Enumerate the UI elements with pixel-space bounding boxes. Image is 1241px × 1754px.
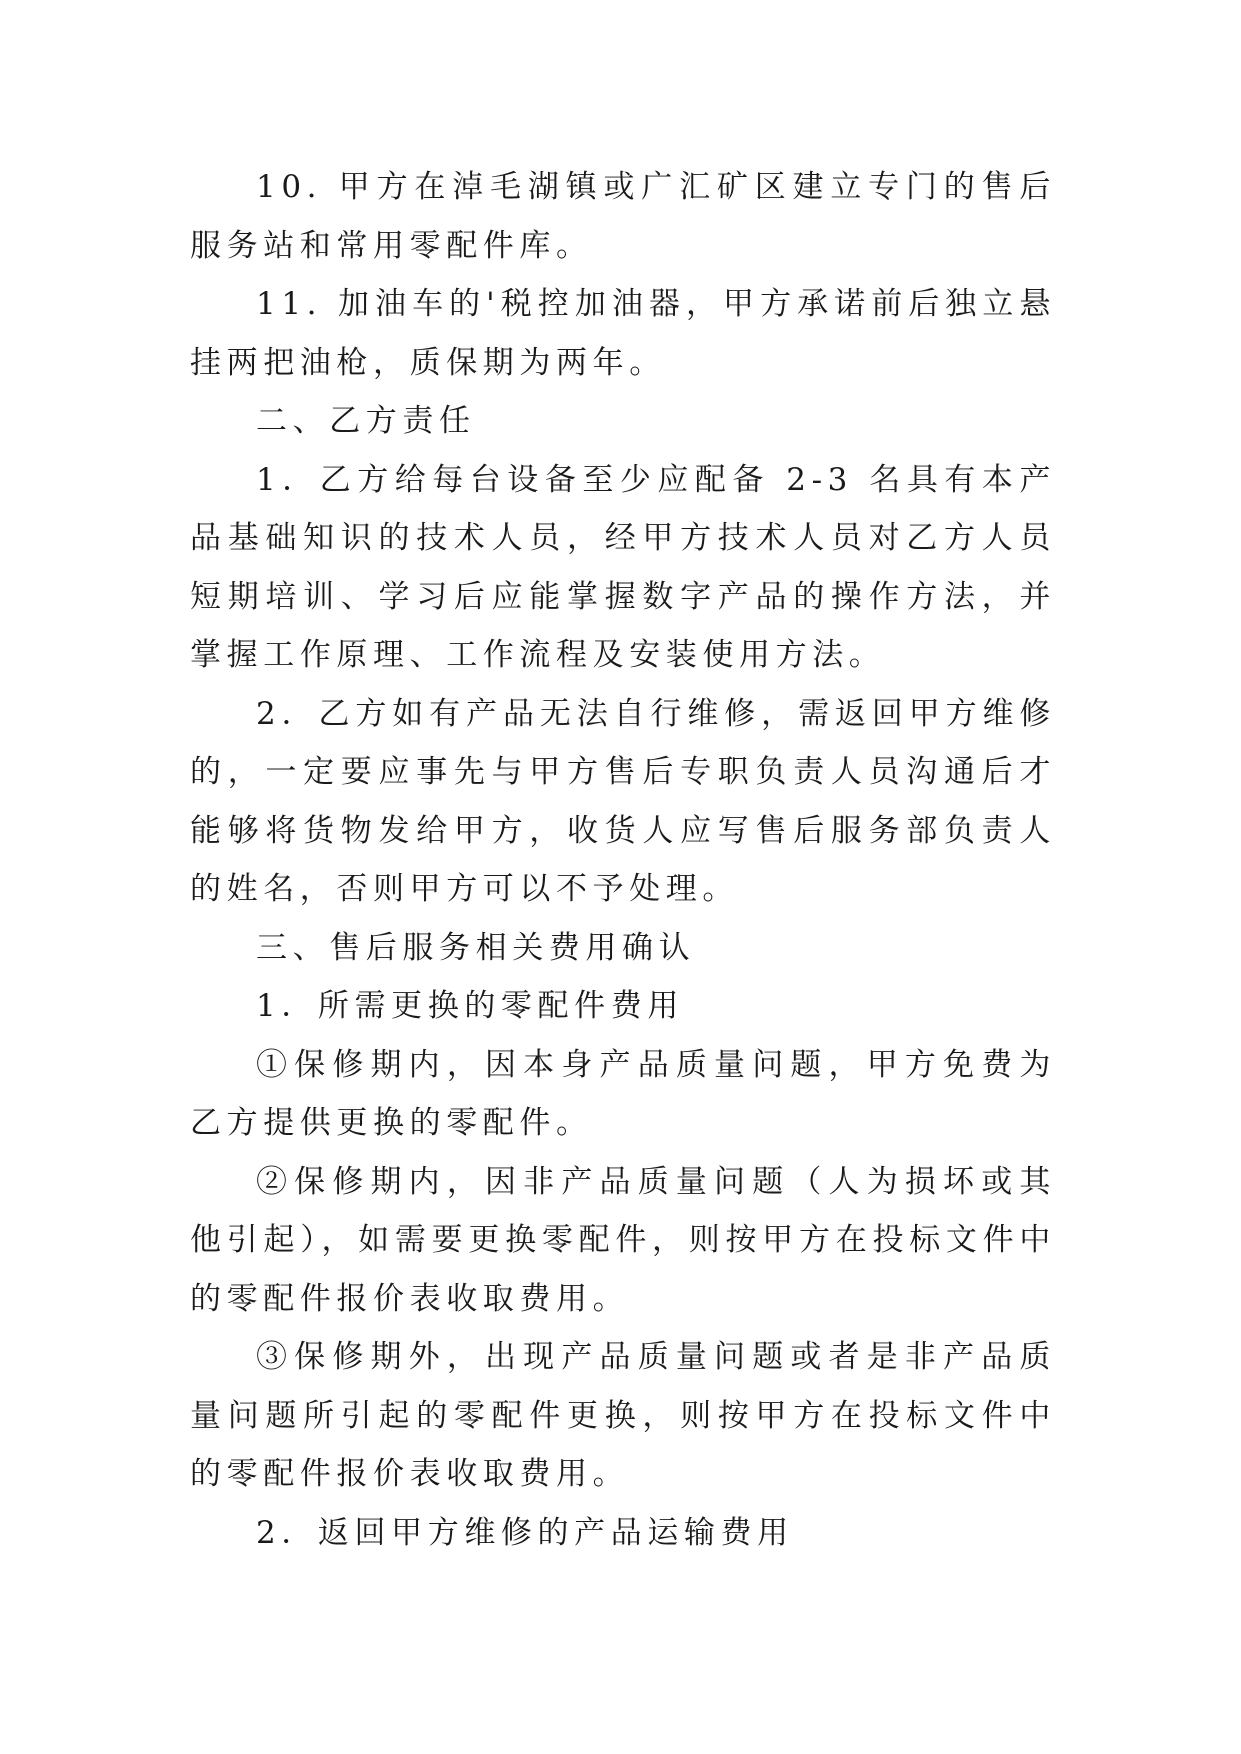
paragraph-fees-2: 2．返回甲方维修的产品运输费用 (256, 1514, 794, 1551)
paragraph-item-11: 11. 加油车的'税控加油器，甲方承诺前后独立悬挂两把油枪，质保期为两年。 (190, 286, 1056, 381)
section-heading-fees: 三、售后服务相关费用确认 (256, 929, 696, 966)
paragraph-fees-1-a: ①保修期内，因本身产品质量问题，甲方免费为乙方提供更换的零配件。 (190, 1046, 1056, 1141)
paragraph-party-b-1: 1．乙方给每台设备至少应配备 2-3 名具有本产品基础知识的技术人员，经甲方技术人员对乙方人员短期培训、学习后应能掌握数字产品的操作方法，并掌握工作原理、工作流程及安装使用方法。 (190, 461, 1056, 673)
paragraph-fees-1-c: ③保修期外，出现产品质量问题或者是非产品质量问题所引起的零配件更换，则按甲方在投标文件中的零配件报价表收取费用。 (190, 1339, 1056, 1492)
paragraph-fees-1: 1．所需更换的零配件费用 (256, 988, 684, 1024)
document-body (190, 158, 1056, 1562)
paragraph-fees-1-b: ②保修期内，因非产品质量问题（人为损坏或其他引起），如需要更换零配件，则按甲方在投标文件中的零配件报价表收取费用。 (190, 1163, 1056, 1317)
section-heading-party-b: 二、乙方责任 (256, 403, 476, 439)
paragraph-item-10: 10. 甲方在淖毛湖镇或广汇矿区建立专门的售后服务站和常用零配件库。 (190, 169, 1056, 264)
paragraph-party-b-2: 2．乙方如有产品无法自行维修，需返回甲方维修的，一定要应事先与甲方售后专职负责人员沟通后才能够将货物发给甲方，收货人应写售后服务部负责人的姓名，否则甲方可以不予处理。 (190, 695, 1056, 907)
